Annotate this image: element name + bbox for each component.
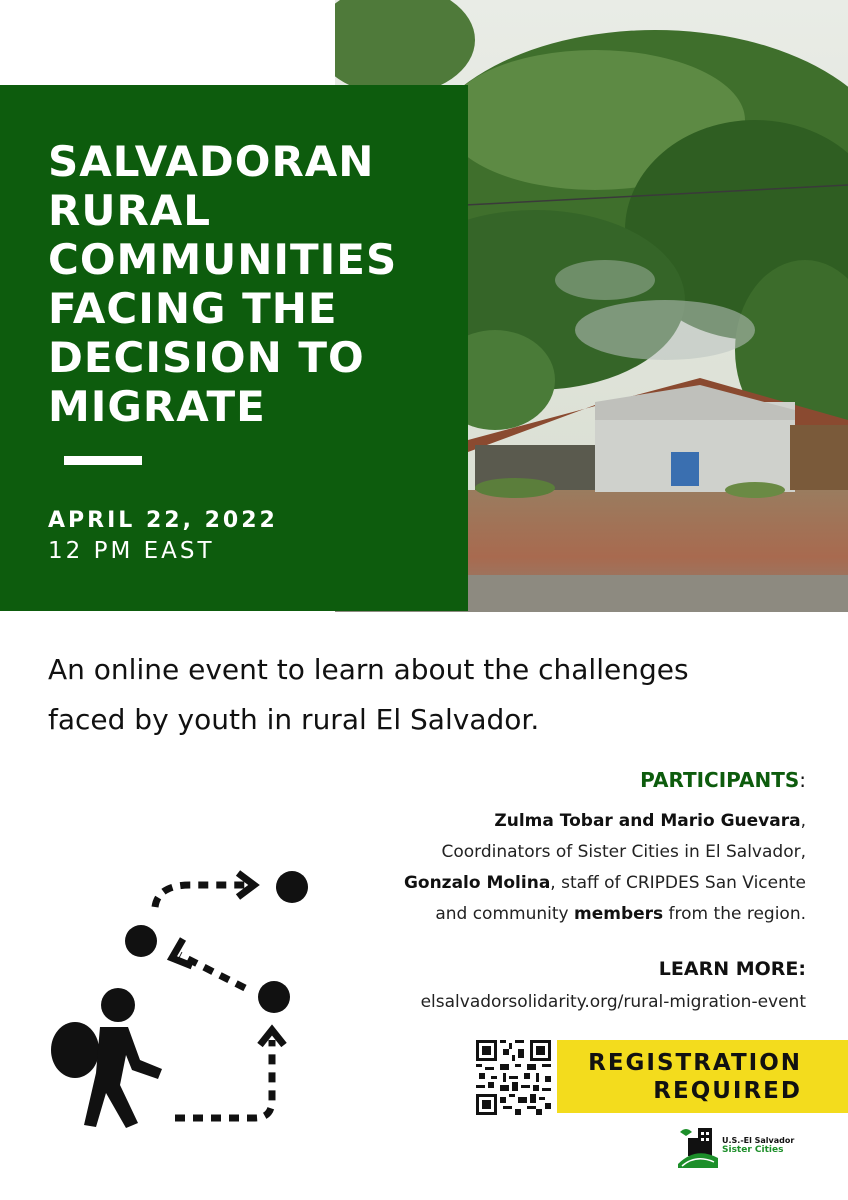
participants-heading-text: PARTICIPANTS [640, 768, 800, 792]
title-line: SALVADORAN [48, 137, 375, 186]
event-time: 12 PM EAST [48, 538, 215, 564]
participant-post: from the region. [663, 904, 806, 924]
migration-path-icon [40, 855, 330, 1135]
title-divider [64, 456, 142, 465]
participant-line [286, 806, 806, 837]
participant-names: Zulma Tobar and Mario Guevara [494, 811, 801, 831]
participant-pre: and community [435, 904, 574, 924]
logo-text-bottom: Sister Cities [722, 1145, 784, 1155]
intro-line: faced by youth in rural El Salvador. [48, 703, 540, 736]
participant-line [286, 899, 806, 930]
participants-list [286, 806, 806, 930]
registration-required-banner [557, 1040, 848, 1113]
participant-line: Coordinators of Sister Cities in El Salvador, [441, 842, 806, 862]
event-date: APRIL 22, 2022 [48, 508, 278, 533]
title-line: COMMUNITIES [48, 235, 398, 284]
registration-line: REQUIRED [653, 1077, 802, 1104]
sister-cities-logo [676, 1124, 796, 1174]
walking-person-icon [51, 988, 162, 1128]
sister-cities-logo-icon [676, 1124, 720, 1170]
intro-text [48, 645, 808, 745]
intro-line: An online event to learn about the challenges [48, 653, 689, 686]
event-title [48, 137, 448, 431]
title-line: FACING THE [48, 284, 338, 333]
participant-comma: , [800, 811, 806, 831]
registration-line: REGISTRATION [588, 1049, 802, 1076]
participants-heading [640, 768, 806, 792]
title-line: MIGRATE [48, 382, 266, 431]
participant-role: , staff of CRIPDES San Vicente [550, 873, 806, 893]
title-line: RURAL [48, 186, 212, 235]
logo-text-top: U.S.-El Salvador [722, 1136, 795, 1145]
title-line: DECISION TO [48, 333, 365, 382]
event-url-link[interactable]: elsalvadorsolidarity.org/rural-migration-event [420, 992, 806, 1012]
learn-more-heading: LEARN MORE: [658, 958, 806, 980]
qr-code-icon[interactable] [476, 1040, 551, 1115]
participant-line [286, 868, 806, 899]
participant-name: Gonzalo Molina [403, 873, 551, 893]
title-panel [0, 85, 468, 611]
participant-members: members [573, 904, 664, 924]
participants-heading-colon: : [799, 768, 806, 792]
